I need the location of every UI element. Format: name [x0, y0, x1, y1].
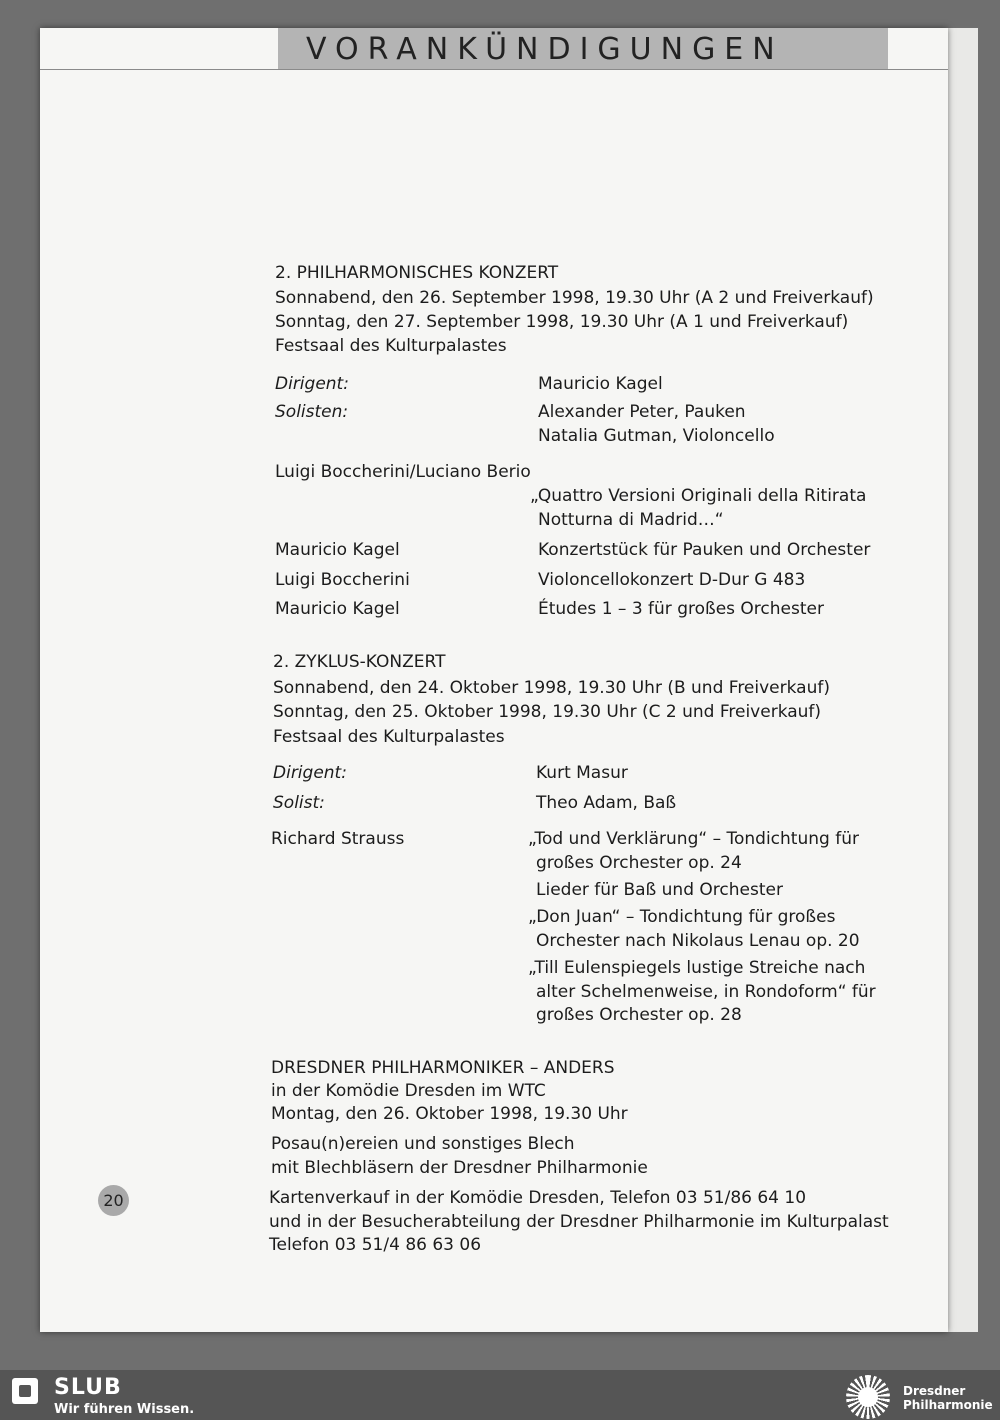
concert2-date1: Sonnabend, den 24. Oktober 1998, 19.30 Uhr (B und Freiverkauf) — [273, 678, 830, 698]
concert1-date2: Sonntag, den 27. September 1998, 19.30 Uhr (A 1 und Freiverkauf) — [275, 312, 849, 332]
partner-name[interactable] — [903, 1384, 993, 1412]
tickets-line-1: Kartenverkauf in der Komödie Dresden, Telefon 03 51/86 64 10 — [269, 1188, 807, 1208]
concert2-composer: Richard Strauss — [271, 829, 405, 849]
page-title: VORANKÜNDIGUNGEN — [278, 28, 888, 69]
concert3-title: DRESDNER PHILHARMONIKER – ANDERS — [271, 1058, 615, 1078]
concert3-description-1: Posau(n)ereien und sonstiges Blech — [271, 1134, 575, 1154]
program-work: großes Orchester op. 28 — [536, 1005, 742, 1025]
philharmonie-logo-icon[interactable] — [846, 1375, 890, 1419]
slub-tagline: Wir führen Wissen. — [54, 1402, 195, 1417]
concert2-date2: Sonntag, den 25. Oktober 1998, 19.30 Uhr (C 2 und Freiverkauf) — [273, 702, 822, 722]
concert2-venue: Festsaal des Kulturpalastes — [273, 727, 505, 747]
program-work: „Tod und Verklärung“ – Tondichtung für — [528, 829, 859, 849]
concert2-conductor: Kurt Masur — [536, 763, 628, 783]
concert1-title: 2. PHILHARMONISCHES KONZERT — [275, 263, 559, 283]
program-composer: Mauricio Kagel — [275, 540, 400, 560]
concert3-description-2: mit Blechbläsern der Dresdner Philharmonie — [271, 1158, 648, 1178]
concert3-date: Montag, den 26. Oktober 1998, 19.30 Uhr — [271, 1104, 628, 1124]
concert1-conductor-label: Dirigent: — [275, 374, 349, 394]
program-work: alter Schelmenweise, in Rondoform“ für — [536, 982, 876, 1002]
program-work: Violoncellokonzert D-Dur G 483 — [538, 570, 806, 590]
concert1-soloists-label: Solisten: — [275, 402, 349, 422]
partner-name-line-2: Philharmonie — [903, 1398, 993, 1412]
concert2-soloist: Theo Adam, Baß — [536, 793, 677, 813]
program-work: Orchester nach Nikolaus Lenau op. 20 — [536, 931, 860, 951]
program-work: großes Orchester op. 24 — [536, 853, 742, 873]
next-page-edge — [948, 28, 978, 1332]
program-work: Konzertstück für Pauken und Orchester — [538, 540, 871, 560]
partner-name-line-1: Dresdner — [903, 1384, 966, 1398]
concert3-venue: in der Komödie Dresden im WTC — [271, 1081, 546, 1101]
concert2-conductor-label: Dirigent: — [273, 763, 347, 783]
program-composer: Luigi Boccherini/Luciano Berio — [275, 462, 531, 482]
concert1-soloist-2: Natalia Gutman, Violoncello — [538, 426, 775, 446]
tickets-line-3: Telefon 03 51/4 86 63 06 — [269, 1235, 482, 1255]
program-composer: Mauricio Kagel — [275, 599, 400, 619]
program-work: Lieder für Baß und Orchester — [536, 880, 783, 900]
slub-name[interactable]: SLUB — [54, 1375, 122, 1400]
program-work: „Till Eulenspiegels lustige Streiche nach — [528, 958, 866, 978]
program-work: „Quattro Versioni Originali della Ritirata — [530, 486, 867, 506]
concert2-soloist-label: Solist: — [273, 793, 325, 813]
concert2-title: 2. ZYKLUS-KONZERT — [273, 652, 446, 672]
concert1-venue: Festsaal des Kulturpalastes — [275, 336, 507, 356]
program-composer: Luigi Boccherini — [275, 570, 410, 590]
tickets-line-2: und in der Besucherabteilung der Dresdner Philharmonie im Kulturpalast — [269, 1212, 889, 1232]
page-number: 20 — [98, 1185, 129, 1216]
program-work: Notturna di Madrid…“ — [538, 510, 724, 530]
program-work: Études 1 – 3 für großes Orchester — [538, 599, 824, 619]
header-rule — [40, 69, 948, 70]
concert1-date1: Sonnabend, den 26. September 1998, 19.30 Uhr (A 2 und Freiverkauf) — [275, 288, 874, 308]
slub-logo-icon[interactable] — [12, 1378, 38, 1404]
concert1-conductor: Mauricio Kagel — [538, 374, 663, 394]
concert1-soloist-1: Alexander Peter, Pauken — [538, 402, 746, 422]
program-work: „Don Juan“ – Tondichtung für großes — [528, 907, 836, 927]
